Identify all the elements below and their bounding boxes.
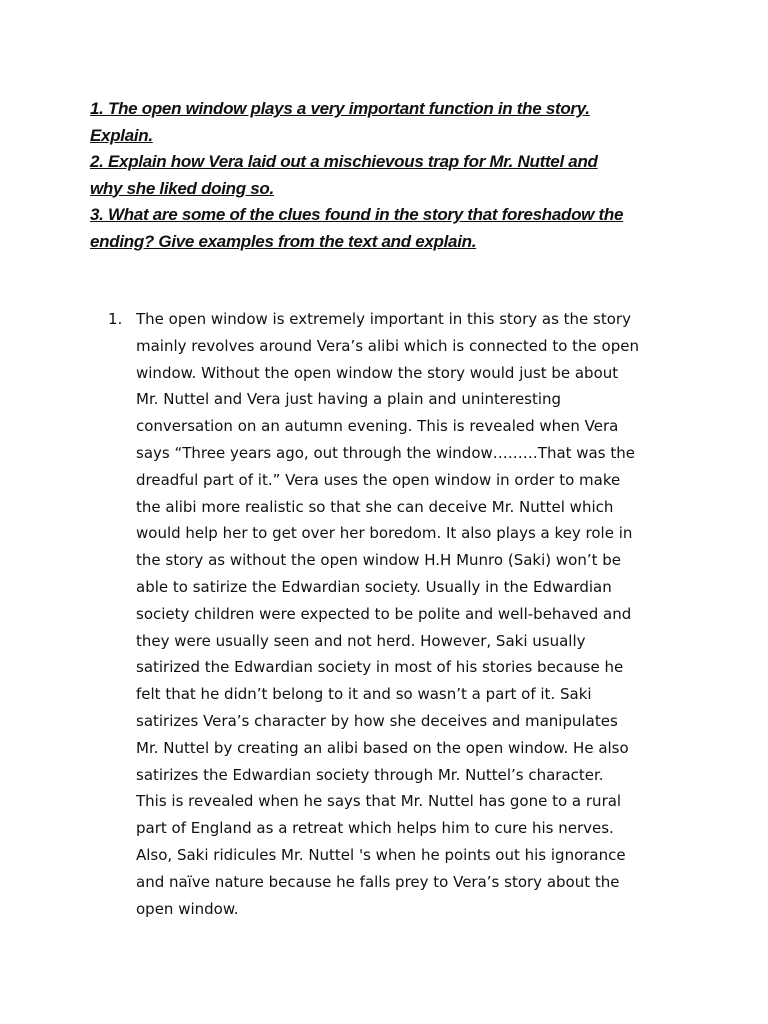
question-line: 1. The open window plays a very important function in the story. <box>90 99 590 118</box>
answer-line: window. Without the open window the story would just be about <box>136 363 619 382</box>
question-list <box>90 96 710 255</box>
answer-line: mainly revolves around Vera’s alibi which is connected to the open <box>136 336 639 355</box>
question-line: 3. What are some of the clues found in the story that foreshadow the <box>90 205 624 224</box>
answer-line: satirizes the Edwardian society through Mr. Nuttel’s character. <box>136 765 604 784</box>
answer-line: Mr. Nuttel by creating an alibi based on the open window. He also <box>136 738 629 757</box>
answer-line: open window. <box>136 899 239 918</box>
answer-line: and naïve nature because he falls prey to Vera’s story about the <box>136 872 620 891</box>
answer-list <box>108 306 688 922</box>
question-line: ending? Give examples from the text and explain. <box>90 231 477 251</box>
answer-paragraph <box>136 306 688 922</box>
answer-line: the story as without the open window H.H Munro (Saki) won’t be <box>136 551 621 570</box>
answer-line: able to satirize the Edwardian society. Usually in the Edwardian <box>136 577 612 596</box>
answer-line: felt that he didn’t belong to it and so wasn’t a part of it. Saki <box>136 685 592 704</box>
question-line: 2. Explain how Vera laid out a mischievous trap for Mr. Nuttel and <box>90 152 598 171</box>
question-line: Explain. <box>90 125 153 145</box>
answer-line: society children were expected to be polite and well-behaved and <box>136 604 632 623</box>
answer-line: says “Three years ago, out through the window………That was the <box>136 443 635 462</box>
question-3 <box>90 202 710 255</box>
answer-line: conversation on an autumn evening. This is revealed when Vera <box>136 417 619 436</box>
answer-line: Also, Saki ridicules Mr. Nuttel 's when he points out his ignorance <box>136 845 626 864</box>
answer-number: 1. <box>108 310 123 328</box>
answer-line: the alibi more realistic so that she can deceive Mr. Nuttel which <box>136 497 614 516</box>
question-2 <box>90 149 710 202</box>
answer-line: The open window is extremely important in this story as the story <box>136 310 631 328</box>
answer-line: This is revealed when he says that Mr. Nuttel has gone to a rural <box>136 792 622 811</box>
answer-line: satirizes Vera’s character by how she deceives and manipulates <box>136 711 618 730</box>
answer-line: they were usually seen and not herd. However, Saki usually <box>136 631 586 650</box>
question-1 <box>90 96 710 149</box>
answer-line: satirized the Edwardian society in most of his stories because he <box>136 658 624 677</box>
answer-line: would help her to get over her boredom. It also plays a key role in <box>136 524 633 543</box>
answer-1 <box>108 306 688 922</box>
answer-line: Mr. Nuttel and Vera just having a plain and uninteresting <box>136 390 562 409</box>
answer-line: part of England as a retreat which helps him to cure his nerves. <box>136 819 614 838</box>
answer-line: dreadful part of it.” Vera uses the open window in order to make <box>136 470 621 489</box>
question-line: why she liked doing so. <box>90 178 274 198</box>
